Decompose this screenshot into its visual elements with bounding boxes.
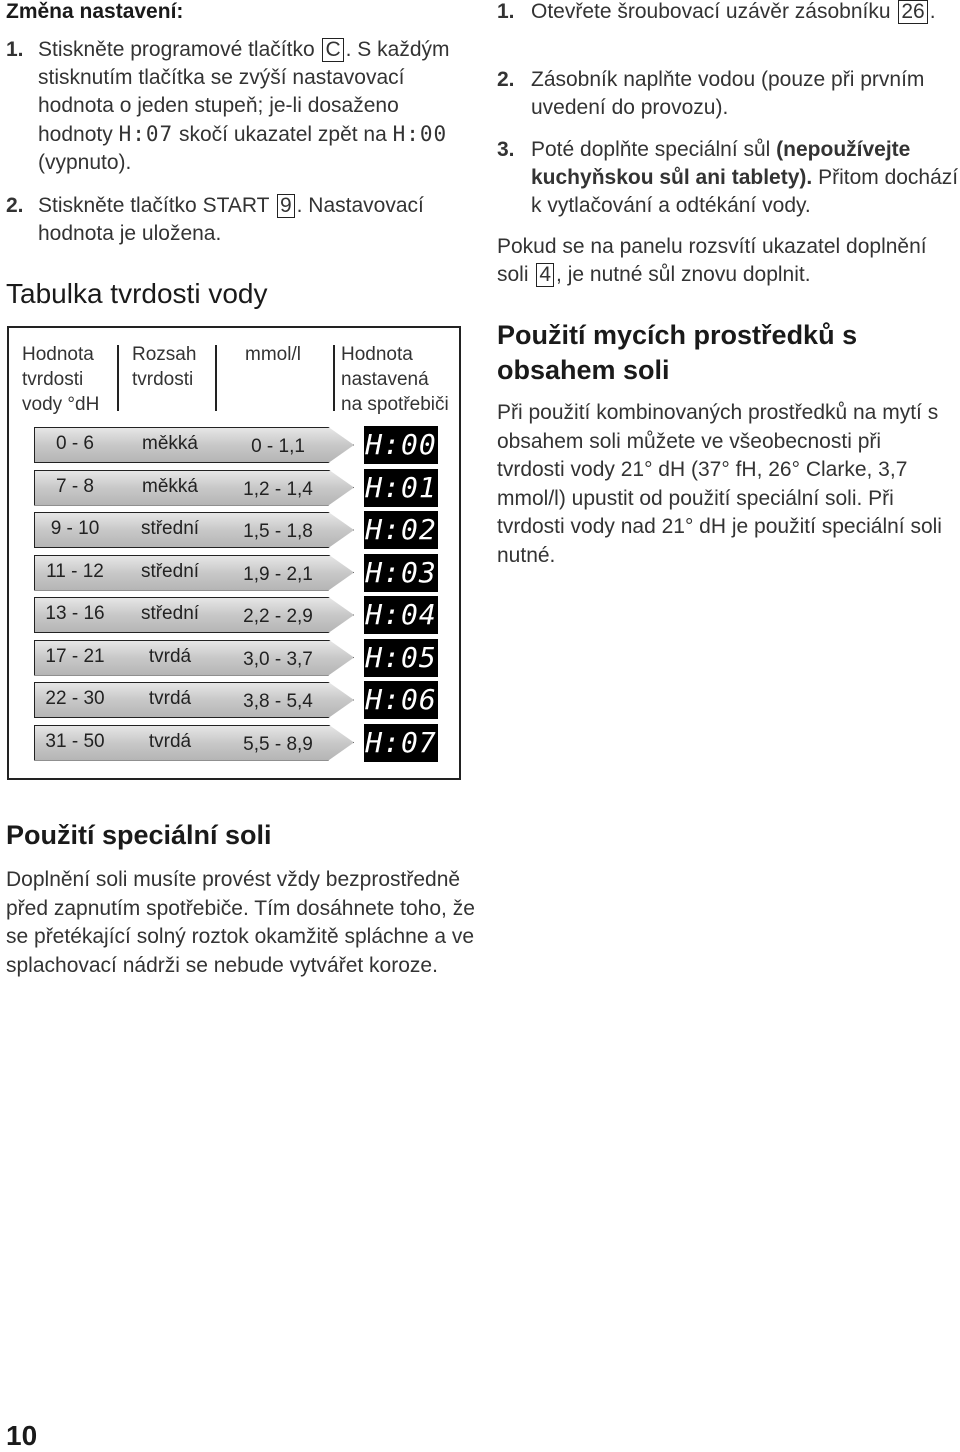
step-text-part: .	[929, 0, 936, 23]
cell-mmol: 3,8 - 5,4	[243, 691, 313, 712]
cell-range: střední	[140, 603, 200, 624]
lcd-setting-display: H:04	[364, 596, 438, 634]
lcd-setting-display: H:01	[364, 469, 438, 507]
cell-mmol: 1,5 - 1,8	[243, 521, 313, 542]
step-text	[38, 36, 478, 177]
cell-range: střední	[140, 518, 200, 539]
key-label-4: 4	[536, 263, 554, 287]
header-line: vody °dH	[22, 394, 100, 415]
section-title-zmena: Změna nastavení:	[6, 0, 184, 23]
cell-range: střední	[140, 560, 200, 582]
cell-dh: 22 - 30	[45, 688, 105, 709]
cell-range: tvrdá	[148, 645, 192, 667]
step-text-part: . S každým stisknutím tlačítka se zvýší nastavovací hodnota o jeden stupeň; je-li dosaženo hodnoty	[38, 38, 450, 146]
cell-dh: 11 - 12	[46, 560, 104, 582]
lcd-value-inline: H:00	[392, 122, 448, 146]
header-line: tvrdosti	[132, 369, 194, 390]
right-step-2	[497, 66, 960, 122]
cell-dh: 31 - 50	[45, 730, 105, 752]
header-divider	[333, 345, 335, 411]
key-label-c: C	[322, 38, 343, 62]
cell-dh: 13 - 16	[45, 603, 105, 624]
step-text-part: Poté doplňte speciální sůl	[531, 138, 777, 161]
step-text	[531, 136, 960, 220]
cell-dh: 7 - 8	[55, 475, 95, 497]
cell-range: měkká	[142, 475, 198, 497]
key-label-9: 9	[277, 194, 295, 218]
step-text	[531, 0, 960, 26]
section-paragraph-special-salt: Doplnění soli musíte provést vždy bezprostředně před zapnutím spotřebiče. Tím dosáhnete toho, že se přetékající solný roztok okamžitě spláchne a ve splachovací nádrži se nebude vytvářet koroze.	[6, 868, 475, 977]
right-step-1	[497, 0, 960, 54]
step-2	[6, 192, 476, 252]
step-text-part: . Nastavovací hodnota je uložena.	[38, 194, 424, 245]
page-number: 10	[6, 1420, 38, 1451]
key-label-26: 26	[898, 0, 927, 24]
section-heading-special-salt: Použití speciální soli	[6, 820, 272, 850]
header-dh	[22, 342, 99, 417]
cell-mmol: 1,2 - 1,4	[243, 478, 313, 500]
header-line: Hodnota	[22, 344, 94, 365]
header-mmol	[245, 342, 301, 367]
cell-dh: 17 - 21	[45, 645, 105, 667]
step-number: 1.	[6, 38, 24, 61]
step-number: 2.	[6, 194, 24, 217]
header-line: mmol/l	[245, 344, 301, 365]
header-line: Rozsah	[132, 344, 197, 365]
lcd-setting-display: H:02	[364, 511, 438, 549]
header-range	[132, 342, 196, 392]
header-line: nastavená	[341, 369, 429, 390]
step-text-part: Přitom dochází k vytlačování a odtékání vody.	[531, 166, 959, 217]
lcd-setting-display: H:05	[364, 639, 438, 677]
header-setting	[341, 342, 449, 417]
header-line: tvrdosti	[22, 369, 84, 390]
header-line: Hodnota	[341, 344, 413, 365]
header-line: na spotřebiči	[341, 394, 449, 415]
note-text-part: Pokud se na panelu rozsvítí ukazatel doplnění soli	[497, 235, 927, 286]
step-number: 2.	[497, 68, 515, 91]
cell-mmol: 3,0 - 3,7	[243, 648, 313, 670]
lcd-setting-display: H:06	[364, 681, 438, 719]
cell-range: tvrdá	[148, 730, 192, 752]
step-number: 3.	[497, 138, 515, 161]
lcd-setting-display: H:00	[364, 426, 438, 464]
step-text: Zásobník naplňte vodou (pouze při prvním uvedení do provozu).	[531, 68, 925, 119]
note-text-part: , je nutné sůl znovu doplnit.	[556, 263, 811, 286]
lcd-setting-display: H:03	[364, 554, 438, 592]
cell-mmol: 1,9 - 2,1	[243, 563, 313, 585]
header-divider	[215, 345, 217, 411]
step-text	[38, 192, 478, 248]
step-text-part: Stiskněte tlačítko START	[38, 194, 275, 217]
cell-dh: 0 - 6	[55, 433, 95, 454]
section-paragraph-detergents: Při použití kombinovaných prostředků na mytí s obsahem soli můžete ve všeobecnosti při tvrdosti vody 21° dH (37° fH, 26° Clarke, 3,7 mmol/l) upustit od použití speciální soli. Při tvrdosti vody nad 21° dH je použití speciální soli nutné.	[497, 401, 942, 567]
cell-mmol: 2,2 - 2,9	[243, 606, 313, 627]
step-text-part: (vypnuto).	[38, 151, 132, 174]
step-number: 1.	[497, 0, 515, 23]
step-text-part: skočí ukazatel zpět na	[173, 123, 393, 146]
cell-range: tvrdá	[148, 688, 192, 709]
right-step-3	[497, 136, 960, 220]
step-text-part: Stiskněte programové tlačítko	[38, 38, 321, 61]
lcd-setting-display: H:07	[364, 724, 438, 762]
step-text-bold: (nepoužívejte kuchyňskou sůl ani tablety).	[531, 138, 911, 189]
table-title: Tabulka tvrdosti vody	[6, 278, 268, 309]
salt-indicator-note	[497, 233, 957, 289]
cell-dh: 9 - 10	[50, 518, 100, 539]
step-1	[6, 36, 476, 186]
cell-mmol: 0 - 1,1	[251, 436, 305, 457]
cell-mmol: 5,5 - 8,9	[243, 733, 313, 755]
section-heading-detergents: Použití mycích prostředků s obsahem soli	[497, 320, 858, 385]
cell-range: měkká	[142, 433, 198, 454]
header-divider	[117, 345, 119, 411]
step-text-part: Otevřete šroubovací uzávěr zásobníku	[531, 0, 897, 23]
lcd-value-inline: H:07	[118, 122, 174, 146]
